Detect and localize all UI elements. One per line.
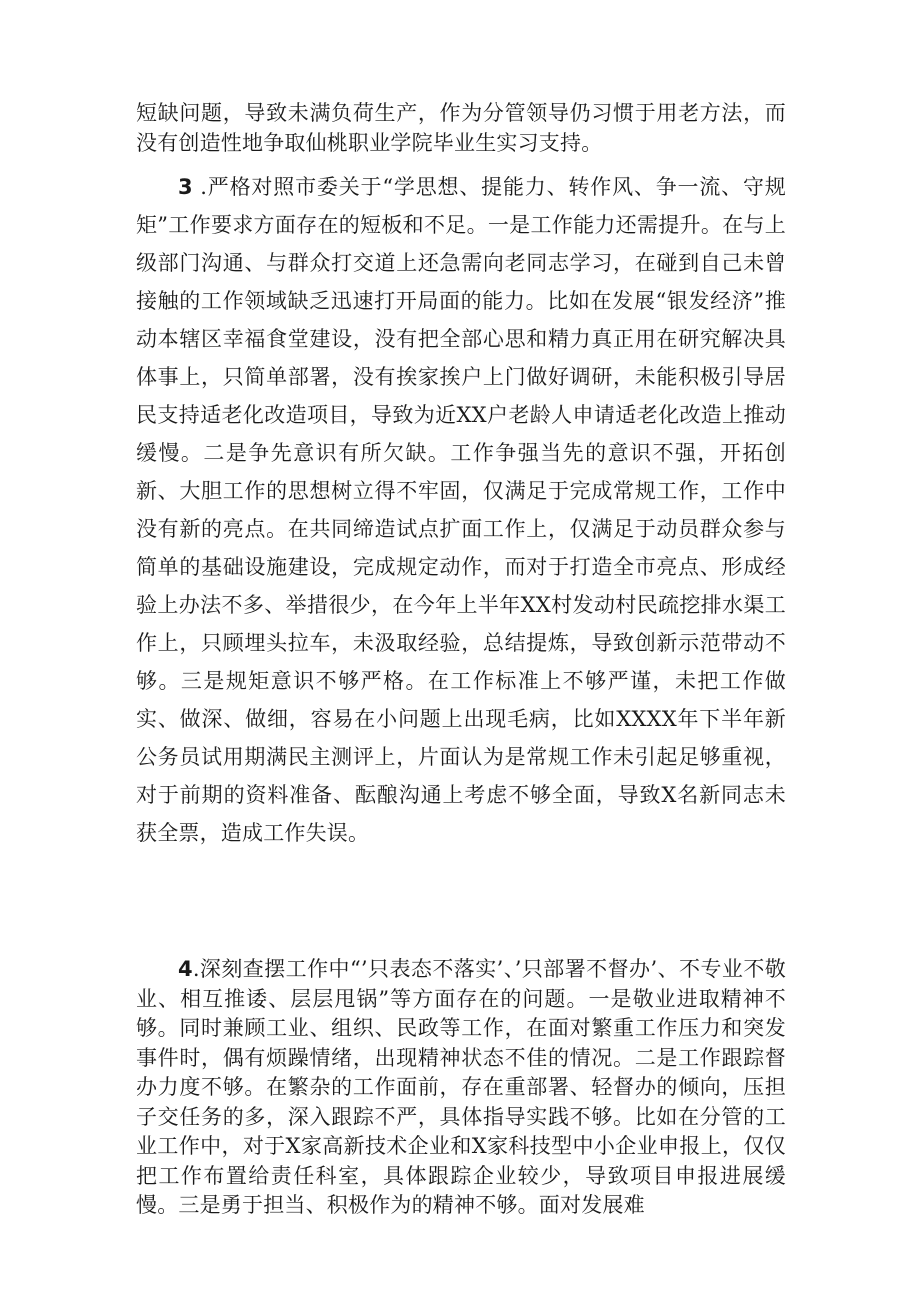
item-number: 4	[178, 957, 193, 981]
paragraph-text: .严格对照市委关于“学思想、提能力、转作风、争一流、守规矩”工作要求方面存在的短板和不足。一是工作能力还需提升。在与上级部门沟通、与群众打交道上还急需向老同志学习，在碰到自己未曾接触的工作领域缺乏迅速打开局面的能力。比如在发展“银发经济”推动本辖区幸福食堂建设，没有把全部心思和精力真正用在研究解决具体事上，只简单部署，没有挨家挨户上门做好调研，未能积极引导居民支持适老化改造项目，导致为近XX户老龄人申请适老化改造上推动缓慢。二是争先意识有所欠缺。工作争强当先的意识不强，开拓创新、大胆工作的思想树立得不牢固，仅满足于完成常规工作，工作中没有新的亮点。在共同缔造试点扩面工作上，仅满足于动员群众参与简单的基础设施建设，完成规定动作，而对于打造全市亮点、形成经验上办法不多、举措很少，在今年上半年XX村发动村民疏挖排水渠工作上，只顾埋头拉车，未汲取经验，总结提炼，导致创新示范带动不够。三是规矩意识不够严格。在工作标准上不够严谨，未把工作做实、做深、做细，容易在小问题上出现毛病，比如XXXX年下半年新公务员试用期满民主测评上，片面认为是常规工作未引起足够重视，对于前期的资料准备、酝酿沟通上考虑不够全面，导致X名新同志未获全票，造成工作失误。	[136, 175, 786, 845]
paragraph-item-3	[136, 168, 786, 852]
item-number: 3	[178, 175, 193, 199]
paragraph-item-4	[136, 955, 786, 1221]
paragraph-text: .深刻查摆工作中“’只表态不落实’、’只部署不督办’、不专业不敬业、相互推诿、层层甩锅”等方面存在的问题。一是敬业进取精神不够。同时兼顾工业、组织、民政等工作，在面对繁重工作压力和突发事件时，偶有烦躁情绪，出现精神状态不佳的情况。二是工作跟踪督办力度不够。在繁杂的工作面前，存在重部署、轻督办的倾向，压担子交任务的多，深入跟踪不严，具体指导实践不够。比如在分管的工业工作中，对于X家高新技术企业和X家科技型中小企业申报上，仅仅把工作布置给责任科室，具体跟踪企业较少，导致项目申报进展缓慢。三是勇于担当、积极作为的精神不够。面对发展难	[136, 957, 786, 1217]
paragraph-text: 短缺问题，导致未满负荷生产，作为分管领导仍习惯于用老方法，而没有创造性地争取仙桃职业学院毕业生实习支持。	[136, 101, 786, 155]
paragraph-continuation	[136, 98, 786, 158]
